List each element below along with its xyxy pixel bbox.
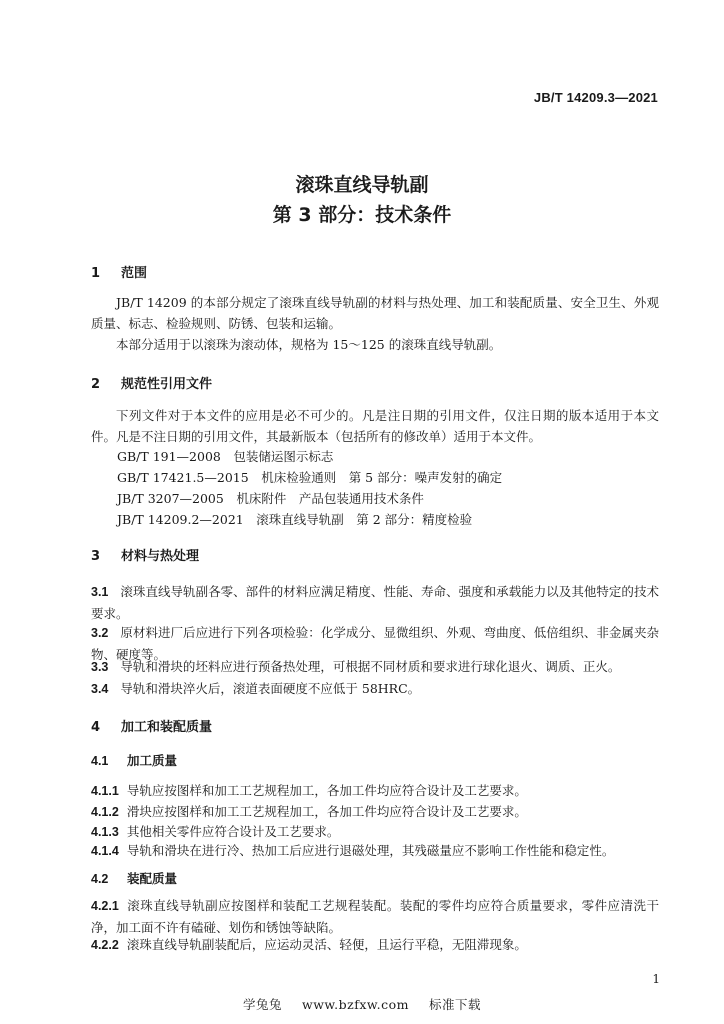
reference-item: JB/T 3207—2005 机床附件 产品包装通用技术条件 (117, 491, 424, 506)
clause-number: 3.2 (91, 626, 109, 640)
clause-text: 其他相关零件应符合设计及工艺要求。 (126, 824, 340, 839)
document-subtitle: 第 3 部分：技术条件 (272, 204, 452, 226)
subsection-title: 装配质量 (127, 871, 178, 886)
clause-number: 4.2.1 (91, 899, 119, 913)
clause (91, 780, 659, 802)
section-heading-3 (91, 545, 199, 564)
clause-number: 4.1.4 (91, 844, 119, 858)
clause (91, 801, 659, 823)
clause (91, 934, 659, 956)
standard-code: JB/T 14209.3—2021 (533, 90, 658, 105)
paragraph: JB/T 14209 的本部分规定了滚珠直线导轨副的材料与热处理、加工和装配质量、安全卫生、外观质量、标志、检验规则、防锈、包装和运输。 (91, 295, 659, 331)
clause-text: 原材料进厂后应进行下列各项检验：化学成分、显微组织、外观、弯曲度、低倍组织、非金属夹杂物、硬度等。 (91, 625, 659, 662)
section-number: 2 (91, 377, 101, 392)
subsection-heading-4-1 (91, 751, 177, 769)
clause-number: 3.1 (91, 585, 109, 599)
clause-number: 4.1.1 (91, 784, 119, 798)
footer-site-name: 学兔兔 (243, 997, 283, 1012)
clause-text: 导轨和滑块在进行冷、热加工后应进行退磁处理，其残磁量应不影响工作性能和稳定性。 (126, 843, 615, 858)
section-heading-1 (91, 262, 147, 281)
footer-url[interactable]: www.bzfxw.com (302, 997, 409, 1012)
section-title: 规范性引用文件 (121, 377, 213, 392)
section-heading-2 (91, 373, 212, 392)
clause-text: 导轨应按图样和加工工艺规程加工，各加工件均应符合设计及工艺要求。 (126, 783, 527, 798)
section-number: 1 (91, 266, 101, 281)
clause-text: 滚珠直线导轨副应按图样和装配工艺规程装配。装配的零件均应符合质量要求，零件应清洗干净，加工面不许有磕碰、划伤和锈蚀等缺陷。 (91, 898, 659, 935)
reference-item: GB/T 191—2008 包装储运图示标志 (117, 449, 334, 464)
clause-number: 4.1.3 (91, 825, 119, 839)
subsection-number: 4.1 (91, 754, 109, 768)
clause-number: 4.1.2 (91, 805, 119, 819)
clause (91, 581, 659, 624)
clause (91, 895, 659, 938)
clause (91, 678, 659, 700)
clause (91, 656, 659, 678)
clause-text: 滚珠直线导轨副各零、部件的材料应满足精度、性能、寿命、强度和承载能力以及其他特定的技术要求。 (91, 584, 659, 621)
clause-number: 3.3 (91, 660, 109, 674)
clause-text: 导轨和滑块淬火后，滚道表面硬度不应低于 58HRC。 (120, 681, 421, 696)
section-number: 4 (91, 720, 101, 735)
section-title: 范围 (121, 266, 148, 281)
clause-text: 导轨和滑块的坯料应进行预备热处理，可根据不同材质和要求进行球化退火、调质、正火。 (120, 659, 621, 674)
clause-number: 3.4 (91, 682, 109, 696)
section-heading-4 (91, 716, 212, 735)
footer-watermark (0, 995, 724, 1013)
clause (91, 840, 659, 862)
document-title: 滚珠直线导轨副 (295, 174, 429, 196)
clause-text: 滑块应按图样和加工工艺规程加工，各加工件均应符合设计及工艺要求。 (126, 804, 527, 819)
clause-text: 滚珠直线导轨副装配后，应运动灵活、轻便，且运行平稳，无阻滞现象。 (126, 937, 527, 952)
clause-number: 4.2.2 (91, 938, 119, 952)
subsection-title: 加工质量 (127, 753, 178, 768)
section-title: 材料与热处理 (121, 549, 200, 564)
subsection-number: 4.2 (91, 872, 109, 886)
paragraph: 下列文件对于本文件的应用是必不可少的。凡是注日期的引用文件，仅注日期的版本适用于本文件。凡是不注日期的引用文件，其最新版本（包括所有的修改单）适用于本文件。 (91, 408, 659, 444)
footer-tagline: 标准下载 (428, 997, 481, 1012)
page-number: 1 (652, 972, 660, 986)
paragraph: 本部分适用于以滚珠为滚动体，规格为 15～125 的滚珠直线导轨副。 (116, 337, 502, 352)
section-number: 3 (91, 549, 101, 564)
subsection-heading-4-2 (91, 869, 177, 887)
reference-item: JB/T 14209.2—2021 滚珠直线导轨副 第 2 部分：精度检验 (117, 512, 473, 527)
section-title: 加工和装配质量 (121, 720, 213, 735)
reference-item: GB/T 17421.5—2015 机床检验通则 第 5 部分：噪声发射的确定 (117, 470, 503, 485)
